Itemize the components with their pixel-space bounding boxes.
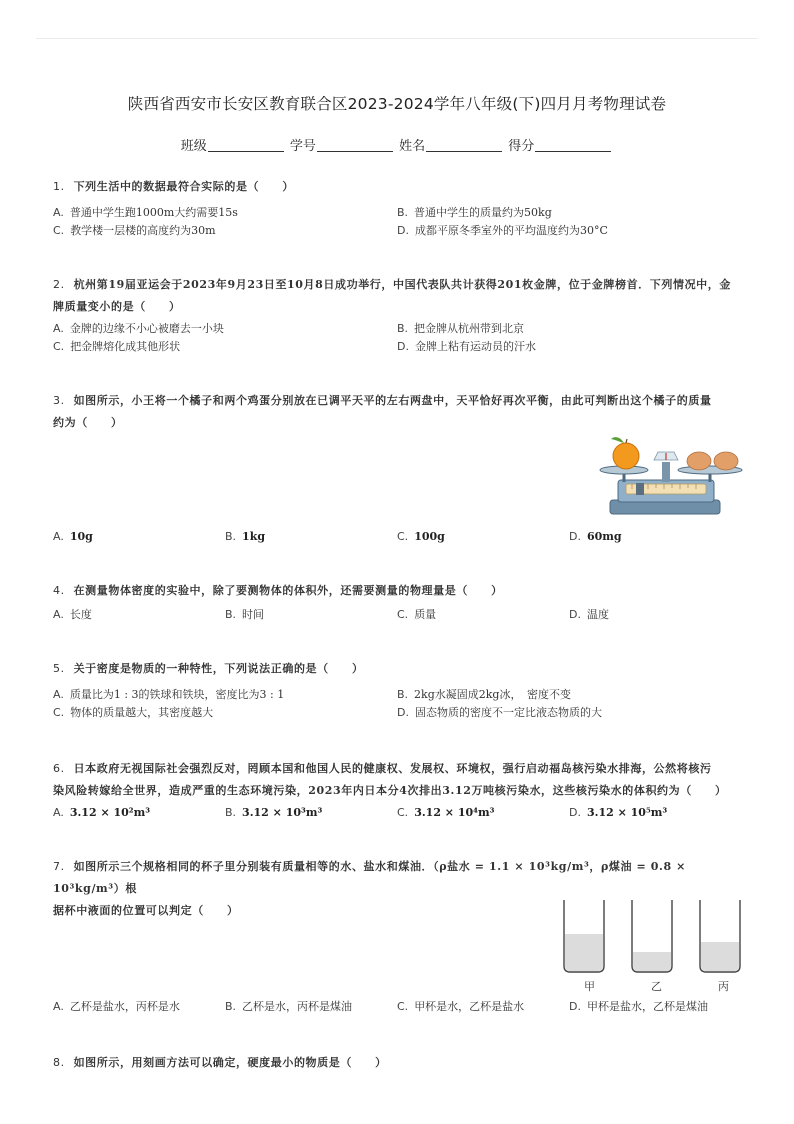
balance-base	[610, 480, 720, 514]
balance-scale-figure	[596, 434, 746, 522]
question-stem-cont: 染风险转嫁给全世界，造成严重的生态环境污染，2023年内日本分4次排出3.12万吨核污染水，这些核污染水的体积约为（ ）	[53, 784, 727, 797]
option-b[interactable]: B. 2kg水凝固成2kg冰， 密度不变	[397, 688, 571, 701]
option-list	[53, 204, 743, 240]
page-title: 陕西省西安市长安区教育联合区2023-2024学年八年级(下)四月月考物理试卷	[127, 95, 667, 113]
question-stem: 5. 关于密度是物质的一种特性，下列说法正确的是（ ）	[53, 662, 364, 675]
option-b[interactable]: B. 3.12 × 10³m³	[225, 806, 323, 819]
question-5	[53, 658, 743, 722]
option-a[interactable]: A. 10g	[53, 530, 93, 543]
option-d[interactable]: D. 60mg	[569, 530, 622, 543]
option-d[interactable]: D. 金牌上粘有运动员的汗水	[397, 340, 536, 353]
option-c[interactable]: C. 物体的质量越大，其密度越大	[53, 706, 214, 719]
option-a[interactable]: A. 乙杯是盐水，丙杯是水	[53, 1000, 180, 1013]
option-d[interactable]: D. 甲杯是盐水，乙杯是煤油	[569, 1000, 708, 1013]
three-cups-figure	[558, 900, 748, 978]
option-a[interactable]: A. 普通中学生跑1000m大约需要15s	[53, 206, 238, 219]
question-stem: 6. 日本政府无视国际社会强烈反对，罔顾本国和他国人民的健康权、发展权、环境权，强行启动福岛核污染水排海，公然将核污	[53, 762, 712, 775]
id-blank[interactable]	[317, 139, 393, 152]
question-2	[53, 274, 743, 356]
option-c[interactable]: C. 质量	[397, 608, 437, 621]
orange-icon	[611, 437, 639, 469]
option-list	[53, 606, 743, 624]
option-b[interactable]: B. 普通中学生的质量约为50kg	[397, 206, 552, 219]
question-stem-cont: 据杯中液面的位置可以判定（ ）	[53, 904, 239, 917]
option-c[interactable]: C. 3.12 × 10⁴m³	[397, 806, 495, 819]
option-b[interactable]: B. 1kg	[225, 530, 266, 543]
question-3	[53, 390, 743, 434]
option-a[interactable]: A. 金牌的边缘不小心被磨去一小块	[53, 322, 224, 335]
option-c[interactable]: C. 教学楼一层楼的高度约为30m	[53, 224, 216, 237]
option-list	[53, 998, 743, 1016]
question-6	[53, 758, 743, 822]
cup-label-yi: 乙	[651, 980, 662, 993]
option-a[interactable]: A. 质量比为1 : 3的铁球和铁块，密度比为3 : 1	[53, 688, 285, 701]
question-stem-cont: 约为（ ）	[53, 416, 123, 429]
option-d[interactable]: D. 固态物质的密度不一定比液态物质的大	[397, 706, 602, 719]
question-3-options	[53, 528, 743, 546]
cup-bing	[700, 900, 740, 972]
question-stem: 1. 下列生活中的数据最符合实际的是（ ）	[53, 180, 294, 193]
name-label: 姓名	[399, 139, 426, 154]
student-info-line	[0, 135, 794, 154]
balance-pointer	[654, 452, 678, 482]
option-c[interactable]: C. 把金牌熔化成其他形状	[53, 340, 181, 353]
question-stem-cont: 牌质量变小的是（ ）	[53, 300, 181, 313]
option-list	[53, 686, 743, 722]
option-c[interactable]: C. 甲杯是水，乙杯是盐水	[397, 1000, 525, 1013]
option-b[interactable]: B. 乙杯是水，丙杯是煤油	[225, 1000, 353, 1013]
score-blank[interactable]	[535, 139, 611, 152]
option-d[interactable]: D. 3.12 × 10⁵m³	[569, 806, 668, 819]
question-stem: 7. 如图所示三个规格相同的杯子里分别装有质量相等的水、盐水和煤油．（ρ盐水 = 1.1 × 10³kg/m³，ρ煤油 = 0.8 × 10³kg/m³）根	[53, 860, 686, 895]
question-1	[53, 176, 743, 240]
question-stem: 3. 如图所示，小王将一个橘子和两个鸡蛋分别放在已调平天平的左右两盘中，天平恰好再次平衡，由此可判断出这个橘子的质量	[53, 394, 712, 407]
question-7-options	[53, 998, 743, 1016]
option-list	[53, 320, 743, 356]
option-list	[53, 528, 743, 546]
question-8	[53, 1052, 743, 1074]
question-stem: 2. 杭州第19届亚运会于2023年9月23日至10月8日成功举行，中国代表队共计获得201枚金牌，位于金牌榜首．下列情况中，金	[53, 278, 731, 291]
question-stem: 4. 在测量物体密度的实验中，除了要测物体的体积外，还需要测量的物理量是（ ）	[53, 584, 503, 597]
class-label: 班级	[180, 139, 207, 154]
question-4	[53, 580, 743, 624]
option-a[interactable]: A. 3.12 × 10²m³	[53, 806, 151, 819]
option-d[interactable]: D. 成都平原冬季室外的平均温度约为30°C	[397, 224, 608, 237]
score-label: 得分	[508, 139, 535, 154]
option-a[interactable]: A. 长度	[53, 608, 92, 621]
name-blank[interactable]	[426, 139, 502, 152]
cup-label-jia: 甲	[584, 980, 595, 993]
cup-jia	[564, 900, 604, 972]
class-blank[interactable]	[208, 139, 284, 152]
cup-yi	[632, 900, 672, 972]
option-b[interactable]: B. 把金牌从杭州带到北京	[397, 322, 525, 335]
option-b[interactable]: B. 时间	[225, 608, 265, 621]
id-label: 学号	[289, 139, 316, 154]
question-stem: 8. 如图所示，用刻画方法可以确定，硬度最小的物质是（ ）	[53, 1056, 387, 1069]
top-divider	[36, 38, 758, 39]
option-list	[53, 804, 743, 822]
option-c[interactable]: C. 100g	[397, 530, 445, 543]
cup-label-bing: 丙	[718, 980, 729, 993]
option-d[interactable]: D. 温度	[569, 608, 609, 621]
